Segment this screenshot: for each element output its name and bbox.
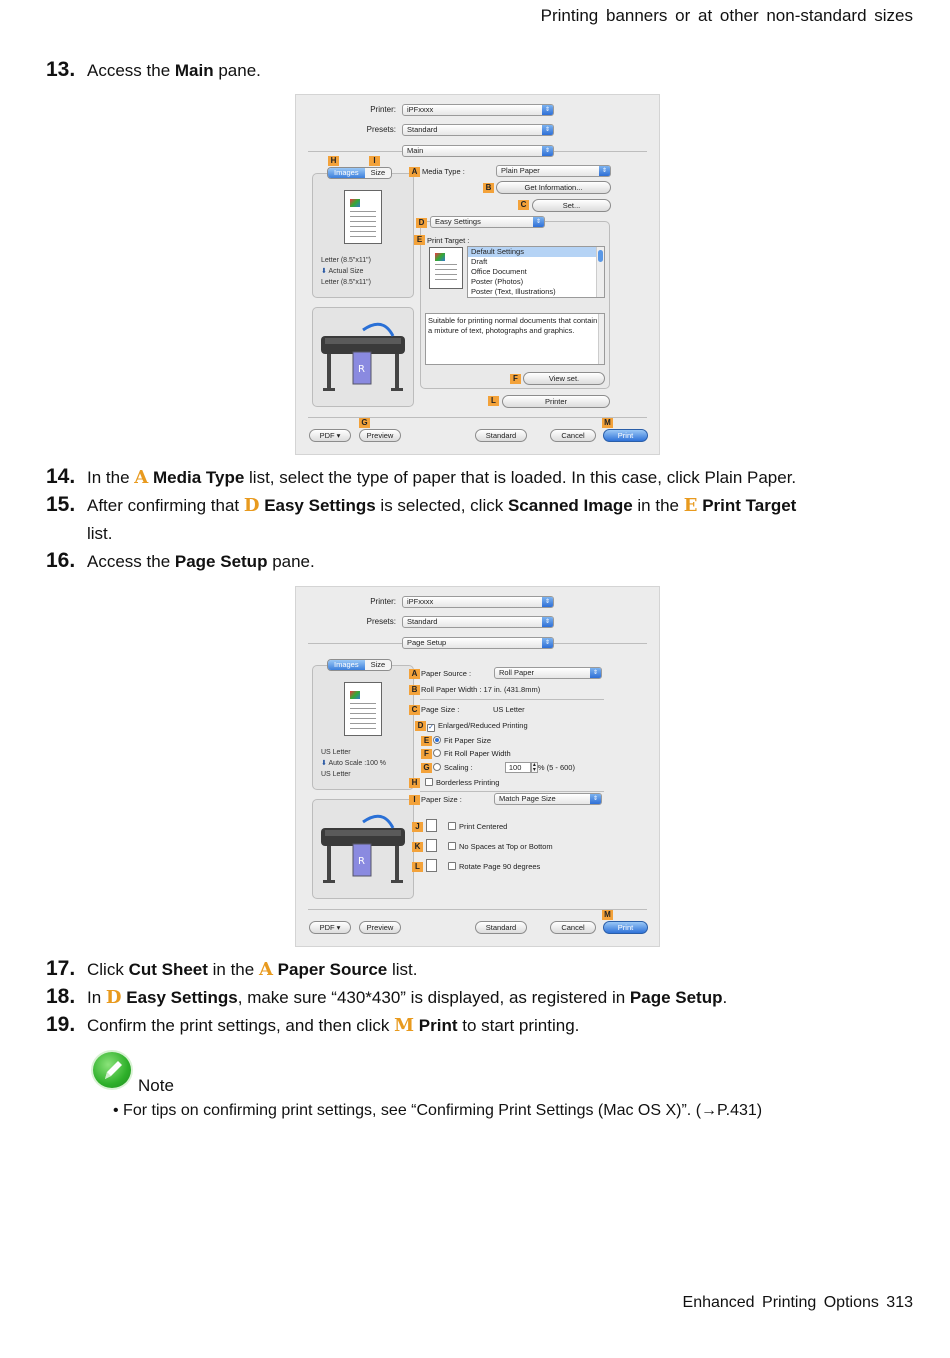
step-text: list. xyxy=(387,960,418,979)
page-preview xyxy=(344,682,382,736)
pdf-button[interactable]: PDF ▾ xyxy=(309,921,351,934)
callout-key: E xyxy=(683,495,698,516)
tab-size[interactable]: Size xyxy=(365,660,392,670)
presets-popup[interactable] xyxy=(402,124,554,136)
step-17 xyxy=(46,955,916,984)
preview-button[interactable]: Preview xyxy=(359,429,401,442)
step-emphasis: Paper Source xyxy=(277,960,388,979)
step-number: 18. xyxy=(46,985,76,1008)
paper-size-value: Match Page Size xyxy=(499,794,556,803)
list-item[interactable]: Poster (Photos) xyxy=(471,277,524,286)
images-size-tabs[interactable] xyxy=(327,659,392,671)
preview-button[interactable]: Preview xyxy=(359,921,401,934)
callout-m: M xyxy=(602,910,613,920)
printer-label: Printer: xyxy=(370,105,396,114)
radio-label: Fit Roll Paper Width xyxy=(444,749,511,758)
tab-size[interactable]: Size xyxy=(365,168,392,178)
presets-popup[interactable] xyxy=(402,616,554,628)
preview-image-icon xyxy=(350,691,360,699)
tab-images[interactable]: Images xyxy=(328,168,365,178)
checkbox-icon[interactable] xyxy=(448,862,456,870)
radio-icon[interactable] xyxy=(433,763,441,771)
step-text: Click xyxy=(87,960,129,979)
callout-b: B xyxy=(409,685,420,695)
note-pencil-icon xyxy=(91,1050,133,1090)
size-line: US Letter xyxy=(321,771,351,778)
step-text: , make sure “430*430” is displayed, as registered in xyxy=(237,988,630,1007)
step-18 xyxy=(46,983,916,1012)
paper-size-label: Paper Size : xyxy=(421,795,462,804)
running-header: Printing banners or at other non-standard sizes xyxy=(540,6,913,25)
callout-a: A xyxy=(409,669,420,679)
svg-text:R: R xyxy=(358,856,365,867)
description-scrollbar[interactable] xyxy=(598,314,604,364)
popup-arrow-icon: ⇕ xyxy=(542,125,553,135)
stepper-icon[interactable]: ▴ ▾ xyxy=(532,762,536,773)
size-line: US Letter xyxy=(321,749,351,756)
scaling-input[interactable]: 100 xyxy=(505,762,531,773)
step-text: Access the xyxy=(87,61,175,80)
list-item[interactable]: Default Settings xyxy=(468,247,604,257)
no-spaces-icon xyxy=(426,839,437,852)
get-information-button[interactable]: Get Information... xyxy=(496,181,611,194)
callout-d: D xyxy=(415,721,426,731)
step-text: Confirm the print settings, and then click xyxy=(87,1016,395,1035)
callout-g: G xyxy=(421,763,432,773)
callout-c: C xyxy=(518,200,529,210)
callout-l: L xyxy=(412,862,423,872)
popup-arrow-icon: ⇕ xyxy=(590,794,601,804)
step-19 xyxy=(46,1011,916,1040)
list-item[interactable]: Poster (Text, Illustrations) xyxy=(471,287,556,296)
standard-button[interactable]: Standard xyxy=(475,429,527,442)
step-text: list. xyxy=(87,524,113,543)
callout-h: H xyxy=(409,778,420,788)
cancel-button[interactable]: Cancel xyxy=(550,429,596,442)
printer-illustration-icon xyxy=(313,800,413,898)
callout-l: L xyxy=(488,396,499,406)
enlarged-reduced-checkbox[interactable] xyxy=(427,720,528,732)
step-number: 14. xyxy=(46,465,76,488)
standard-button[interactable]: Standard xyxy=(475,921,527,934)
checkbox-label: Print Centered xyxy=(459,822,508,831)
step-number: 15. xyxy=(46,493,76,516)
callout-d: D xyxy=(416,218,427,228)
callout-m: M xyxy=(602,418,613,428)
step-emphasis: Easy Settings xyxy=(126,988,238,1007)
printer-button[interactable]: Printer xyxy=(502,395,610,408)
print-button[interactable]: Print xyxy=(603,921,648,934)
checkbox-label: Enlarged/Reduced Printing xyxy=(438,721,528,730)
step-emphasis: Print Target xyxy=(702,496,797,515)
checkbox-icon[interactable] xyxy=(448,842,456,850)
rotate-page-icon xyxy=(426,859,437,872)
callout-i: I xyxy=(369,156,380,166)
step-emphasis: Print xyxy=(418,1016,458,1035)
callout-key: A xyxy=(134,467,149,488)
callout-j: J xyxy=(412,822,423,832)
paper-source-label: Paper Source : xyxy=(421,669,472,678)
easy-settings-popup[interactable] xyxy=(430,216,545,228)
step-number: 17. xyxy=(46,957,76,980)
note-label: Note xyxy=(138,1076,174,1095)
step-emphasis: Cut Sheet xyxy=(128,960,208,979)
callout-g: G xyxy=(359,418,370,428)
description-text: Suitable for printing normal documents that contain a mixture of text, photographs and graphics. xyxy=(428,316,598,335)
borderless-checkbox[interactable] xyxy=(425,777,499,788)
callout-b: B xyxy=(483,183,494,193)
checkbox-label: Rotate Page 90 degrees xyxy=(459,862,541,871)
step-text: In xyxy=(87,988,106,1007)
printer-illustration-panel xyxy=(312,799,414,899)
callout-key: D xyxy=(105,987,122,1008)
paper-source-popup[interactable] xyxy=(494,667,602,679)
step-number: 13. xyxy=(46,58,76,81)
popup-arrow-icon: ⇕ xyxy=(533,217,544,227)
popup-arrow-icon: ⇕ xyxy=(599,166,610,176)
media-type-value: Plain Paper xyxy=(501,166,540,175)
arrow-down-icon: ⬇ xyxy=(321,760,327,767)
pane-value: Main xyxy=(407,146,424,155)
divider xyxy=(420,791,604,792)
step-text: is selected, click xyxy=(375,496,508,515)
checkbox-label: Borderless Printing xyxy=(436,778,500,787)
step-text: Access the xyxy=(87,552,175,571)
checkbox-icon[interactable] xyxy=(448,822,456,830)
print-button[interactable]: Print xyxy=(603,429,648,442)
step-text: In the xyxy=(87,468,135,487)
media-type-label: Media Type : xyxy=(422,167,465,176)
presets-value: Standard xyxy=(407,125,438,134)
checkbox-label: No Spaces at Top or Bottom xyxy=(459,842,553,851)
print-target-list[interactable] xyxy=(467,246,605,298)
paper-source-value: Roll Paper xyxy=(499,668,535,677)
step-text: in the xyxy=(632,496,684,515)
print-centered-checkbox[interactable] xyxy=(448,821,507,832)
step-15 xyxy=(46,491,916,548)
radio-label: Scaling : xyxy=(444,763,473,772)
pane-popup[interactable] xyxy=(402,145,554,157)
fit-paper-size-radio[interactable] xyxy=(433,735,491,746)
step-text: in the xyxy=(207,960,259,979)
set-button[interactable]: Set... xyxy=(532,199,611,212)
scaling-range: % (5 - 600) xyxy=(537,763,575,772)
callout-key: D xyxy=(243,495,260,516)
no-spaces-checkbox[interactable] xyxy=(448,841,553,852)
list-item[interactable]: Draft xyxy=(471,257,488,266)
popup-arrow-icon: ⇕ xyxy=(590,668,601,678)
callout-f: F xyxy=(510,374,521,384)
print-dialog-main-screenshot xyxy=(295,94,660,455)
pane-popup[interactable] xyxy=(402,637,554,649)
print-target-thumbnail xyxy=(429,247,463,289)
printer-popup[interactable] xyxy=(402,596,554,608)
callout-c: C xyxy=(409,705,420,715)
size-info xyxy=(321,747,386,780)
divider xyxy=(308,909,647,910)
arrow-down-icon: ⬇ xyxy=(321,268,327,275)
popup-arrow-icon: ⇕ xyxy=(542,617,553,627)
page-size-value: US Letter xyxy=(493,705,525,714)
roll-paper-width: Roll Paper Width : 17 in. (431.8mm) xyxy=(421,685,541,694)
checkbox-icon[interactable] xyxy=(425,778,433,786)
callout-a: A xyxy=(409,167,420,177)
step-emphasis: Page Setup xyxy=(629,988,723,1007)
step-emphasis: Easy Settings xyxy=(264,496,376,515)
description-box xyxy=(425,313,605,365)
presets-label: Presets: xyxy=(366,617,396,626)
step-text: to start printing. xyxy=(457,1016,580,1035)
list-scrollbar[interactable] xyxy=(596,247,604,297)
step-text: After confirming that xyxy=(87,496,244,515)
popup-arrow-icon: ⇕ xyxy=(542,105,553,115)
step-number: 19. xyxy=(46,1013,76,1036)
rotate-page-checkbox[interactable] xyxy=(448,861,540,872)
callout-e: E xyxy=(421,736,432,746)
callout-key: A xyxy=(258,959,273,980)
size-line: Letter (8.5"x11") xyxy=(321,279,371,286)
step-text: pane. xyxy=(213,61,261,80)
page-size-label: Page Size : xyxy=(421,705,460,714)
step-16 xyxy=(46,547,916,576)
radio-selected-icon[interactable] xyxy=(433,736,441,744)
preview-image-icon xyxy=(350,199,360,207)
step-emphasis: Media Type xyxy=(152,468,245,487)
printer-value: iPFxxxx xyxy=(407,597,434,606)
radio-icon[interactable] xyxy=(433,749,441,757)
pane-value: Page Setup xyxy=(407,638,447,647)
divider xyxy=(420,699,604,700)
easy-settings-value: Easy Settings xyxy=(435,217,481,226)
callout-h: H xyxy=(328,156,339,166)
view-set-button[interactable]: View set. xyxy=(523,372,605,385)
callout-e: E xyxy=(414,235,425,245)
radio-label: Fit Paper Size xyxy=(444,736,492,745)
size-line: Auto Scale :100 % xyxy=(328,760,387,767)
popup-arrow-icon: ⇕ xyxy=(542,146,553,156)
printer-illustration-icon xyxy=(313,308,413,406)
page-footer: Enhanced Printing Options 313 xyxy=(682,1294,913,1311)
printer-value: iPFxxxx xyxy=(407,105,434,114)
popup-arrow-icon: ⇕ xyxy=(542,597,553,607)
images-size-tabs[interactable] xyxy=(327,167,392,179)
list-item[interactable]: Office Document xyxy=(471,267,527,276)
step-14 xyxy=(46,463,916,492)
scaling-radio[interactable] xyxy=(433,762,575,773)
printer-label: Printer: xyxy=(370,597,396,606)
callout-f: F xyxy=(421,749,432,759)
media-type-popup[interactable] xyxy=(496,165,611,177)
tab-images[interactable]: Images xyxy=(328,660,365,670)
step-number: 16. xyxy=(46,549,76,572)
checkbox-checked-icon[interactable]: ✓ xyxy=(428,724,434,731)
presets-label: Presets: xyxy=(366,125,396,134)
print-target-label: Print Target : xyxy=(427,236,470,245)
step-text: list, select the type of paper that is loaded. In this case, click Plain Paper. xyxy=(244,468,797,487)
pdf-button[interactable]: PDF ▾ xyxy=(309,429,351,442)
size-line: Letter (8.5"x11") xyxy=(321,257,371,264)
printer-illustration-panel xyxy=(312,307,414,407)
print-centered-icon xyxy=(426,819,437,832)
size-info xyxy=(321,255,371,288)
page-preview xyxy=(344,190,382,244)
svg-text:R: R xyxy=(358,364,365,375)
fit-roll-width-radio[interactable] xyxy=(433,748,511,759)
step-text: pane. xyxy=(267,552,315,571)
callout-i: I xyxy=(409,795,420,805)
callout-key: M xyxy=(394,1015,415,1036)
step-text: . xyxy=(722,988,728,1007)
printer-popup[interactable] xyxy=(402,104,554,116)
print-dialog-page-setup-screenshot xyxy=(295,586,660,947)
size-line: Actual Size xyxy=(328,268,364,275)
step-13 xyxy=(46,56,916,85)
note-bullet: • For tips on confirming print settings, see “Confirming Print Settings (Mac OS X)”. (→P.431) xyxy=(113,1102,763,1119)
paper-size-popup[interactable] xyxy=(494,793,602,805)
callout-k: K xyxy=(412,842,423,852)
step-emphasis: Main xyxy=(174,61,214,80)
step-emphasis: Scanned Image xyxy=(507,496,633,515)
cancel-button[interactable]: Cancel xyxy=(550,921,596,934)
step-emphasis: Page Setup xyxy=(174,552,268,571)
presets-value: Standard xyxy=(407,617,438,626)
popup-arrow-icon: ⇕ xyxy=(542,638,553,648)
